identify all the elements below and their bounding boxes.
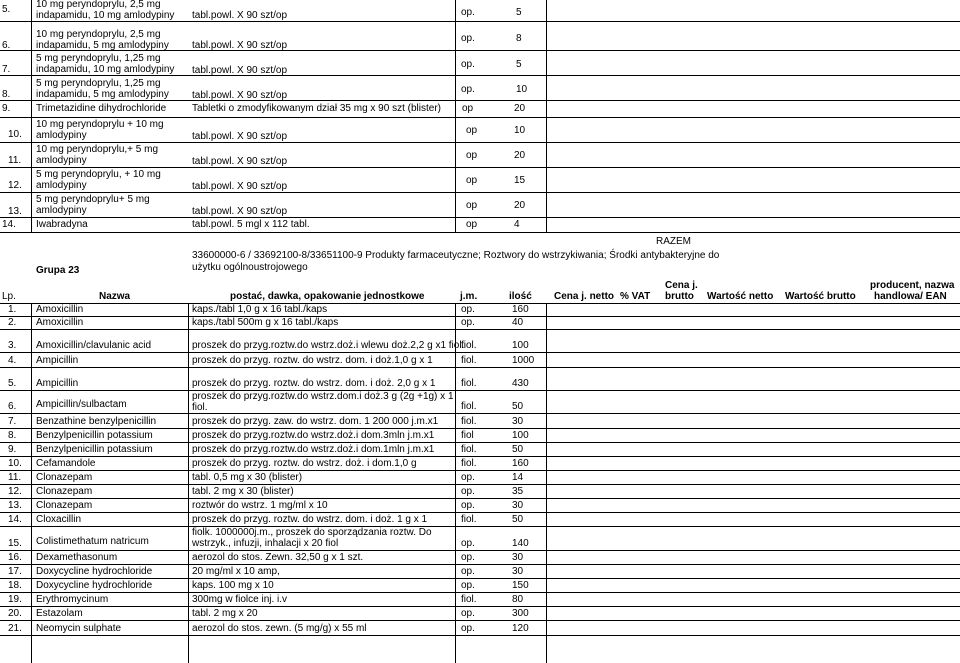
- item-name: Doxycycline hydrochloride: [36, 580, 153, 591]
- row-number: 16.: [8, 552, 22, 563]
- item-name: 10 mg peryndoprylu + 10 mg: [36, 119, 164, 130]
- row-number: 4.: [8, 355, 17, 366]
- item-name: Benzathine benzylpenicillin: [36, 416, 157, 427]
- item-form: tabl.powl. X 90 szt/op: [192, 156, 288, 167]
- table-row: [0, 527, 960, 551]
- item-qty: 4: [514, 219, 520, 230]
- row-number: 7.: [2, 64, 11, 75]
- table-row: [0, 143, 960, 168]
- row-number: 3.: [8, 340, 17, 351]
- item-name-line2: indapamidu, 5 mg amlodypiny: [36, 40, 169, 51]
- header-producent: producent, nazwa: [870, 280, 955, 291]
- item-qty: 40: [512, 317, 524, 328]
- row-number: 9.: [2, 103, 11, 114]
- item-name: Dexamethasonum: [36, 552, 118, 563]
- row-number: 10.: [8, 458, 22, 469]
- item-qty: 50: [512, 514, 524, 525]
- row-number: 7.: [8, 416, 17, 427]
- item-form: tabl. 2 mg x 30 (blister): [192, 486, 294, 497]
- item-name: Iwabradyna: [36, 219, 88, 230]
- header-nazwa: Nazwa: [99, 291, 131, 302]
- item-name: Ampicillin: [36, 378, 79, 389]
- table-row: [0, 485, 960, 499]
- item-unit: fiol.: [461, 416, 477, 427]
- item-unit: op.: [461, 486, 475, 497]
- item-unit: op: [466, 150, 478, 161]
- table-row: [0, 26, 960, 51]
- item-qty: 430: [512, 378, 529, 389]
- item-form: proszek do przyg. roztw. do wstrz. dom. i doż. 2,0 g x 1: [192, 378, 436, 389]
- item-name: Trimetazidine dihydrochloride: [36, 103, 167, 114]
- row-number: 18.: [8, 580, 22, 591]
- item-form: tabl.powl. X 90 szt/op: [192, 90, 288, 101]
- table-header: [0, 276, 960, 304]
- item-unit: op.: [461, 33, 475, 44]
- item-name: Clonazepam: [36, 500, 93, 511]
- header-cena-brutto: Cena j.: [665, 280, 698, 291]
- razem-label: RAZEM: [656, 236, 691, 247]
- row-number: 1.: [8, 304, 17, 315]
- item-unit: fiol.: [461, 378, 477, 389]
- table-row: [0, 607, 960, 621]
- item-form: aerozol do stos. zewn. (5 mg/g) x 55 ml: [192, 623, 367, 634]
- item-qty: 30: [512, 552, 524, 563]
- row-number: 11.: [8, 155, 22, 166]
- row-number: 2.: [8, 317, 17, 328]
- item-unit: op.: [461, 538, 475, 549]
- item-form: 300mg w fiolce inj. i.v: [192, 594, 288, 605]
- item-qty: 1000: [512, 355, 535, 366]
- item-name: Cloxacillin: [36, 514, 82, 525]
- item-form: fiolk. 1000000j.m., proszek do sporządzania roztw. Do: [192, 527, 432, 538]
- item-form: proszek do przyg.roztw.do wstrz.doż.i dom.1mln j.m.x1: [192, 444, 435, 455]
- item-qty: 10: [516, 84, 528, 95]
- item-name-line2: amlodypiny: [36, 205, 87, 216]
- item-name-line2: amlodypiny: [36, 155, 87, 166]
- item-unit: fiol.: [461, 340, 477, 351]
- item-unit: fiol.: [461, 355, 477, 366]
- item-qty: 5: [516, 7, 522, 18]
- item-name: 5 mg peryndoprylu, + 10 mg: [36, 169, 161, 180]
- item-unit: op.: [461, 304, 475, 315]
- item-unit: op.: [461, 580, 475, 591]
- row-number: 12.: [8, 486, 22, 497]
- row-number: 12.: [8, 180, 22, 191]
- item-qty: 80: [512, 594, 524, 605]
- row-number: 8.: [8, 430, 17, 441]
- item-form: proszek do przyg. roztw. do wstrz. doż. i dom.1,0 g: [192, 458, 417, 469]
- item-name: Estazolam: [36, 608, 83, 619]
- table-row: [0, 118, 960, 143]
- table-row: [0, 218, 960, 233]
- item-qty: 150: [512, 580, 529, 591]
- item-unit: fiol.: [461, 458, 477, 469]
- item-form: proszek do przyg.roztw.do wstrz.dom.i doż.3 g (2g +1g) x 1: [192, 391, 454, 402]
- table-row: [0, 429, 960, 443]
- row-number: 5.: [8, 378, 17, 389]
- row-number: 14.: [2, 219, 16, 230]
- item-qty: 20: [514, 200, 526, 211]
- item-qty: 50: [512, 401, 524, 412]
- item-qty: 10: [514, 125, 526, 136]
- row-number: 19.: [8, 594, 22, 605]
- item-qty: 20: [514, 150, 526, 161]
- item-form: aerozol do stos. Zewn. 32,50 g x 1 szt.: [192, 552, 364, 563]
- header-producent-line2: handlowa/ EAN: [874, 291, 947, 302]
- item-name: Doxycycline hydrochloride: [36, 566, 153, 577]
- cpv-description-line2: użytku ogólnoustrojowego: [192, 262, 308, 273]
- row-number: 15.: [8, 538, 22, 549]
- item-unit: op.: [461, 566, 475, 577]
- item-unit: op.: [461, 623, 475, 634]
- table-row: [0, 0, 960, 22]
- item-unit: fiol: [461, 430, 474, 441]
- header-vat: % VAT: [620, 291, 651, 302]
- item-qty: 30: [512, 500, 524, 511]
- item-unit: op: [462, 103, 474, 114]
- header-jm: j.m.: [460, 291, 478, 302]
- item-unit: op: [466, 175, 478, 186]
- item-qty: 30: [512, 416, 524, 427]
- table-row: [0, 317, 960, 330]
- item-name: 5 mg peryndoprylu, 1,25 mg: [36, 53, 161, 64]
- item-name-line2: amlodypiny: [36, 130, 87, 141]
- table-row: [0, 457, 960, 471]
- item-qty: 160: [512, 458, 529, 469]
- table-row: [0, 168, 960, 193]
- row-number: 11.: [8, 472, 22, 483]
- item-unit: op.: [461, 472, 475, 483]
- item-qty: 30: [512, 566, 524, 577]
- table-row: [0, 51, 960, 76]
- item-qty: 5: [516, 59, 522, 70]
- table-row: [0, 368, 960, 391]
- item-unit: op.: [461, 84, 475, 95]
- table-row: [0, 593, 960, 607]
- item-form: kaps. 100 mg x 10: [192, 580, 274, 591]
- item-form: proszek do przyg. roztw. do wstrz. dom. i doż.1,0 g x 1: [192, 355, 433, 366]
- item-name: Clonazepam: [36, 472, 93, 483]
- table-row: [0, 330, 960, 353]
- table-row: [0, 565, 960, 579]
- table-row: [0, 76, 960, 101]
- item-name: 5 mg peryndoprylu, 1,25 mg: [36, 78, 161, 89]
- item-qty: 15: [514, 175, 526, 186]
- item-form: tabl.powl. X 90 szt/op: [192, 131, 288, 142]
- header-wartosc-netto: Wartość netto: [707, 291, 774, 302]
- item-qty: 50: [512, 444, 524, 455]
- item-unit: op: [466, 125, 478, 136]
- item-qty: 160: [512, 304, 529, 315]
- item-form: proszek do przyg. roztw. do wstrz. dom. i doż. 1 g x 1: [192, 514, 428, 525]
- row-number: 8.: [2, 89, 11, 100]
- item-qty: 140: [512, 538, 529, 549]
- item-name: 10 mg peryndoprylu,+ 5 mg: [36, 144, 159, 155]
- item-unit: op: [466, 200, 478, 211]
- item-qty: 20: [514, 103, 526, 114]
- table-row: [0, 499, 960, 513]
- item-name: Amoxicillin: [36, 317, 84, 328]
- table-row: [0, 513, 960, 527]
- row-number: 21.: [8, 623, 22, 634]
- item-form: Tabletki o zmodyfikowanym dział 35 mg x 90 szt (blister): [192, 103, 441, 114]
- item-form: kaps./tabl 1,0 g x 16 tabl./kaps: [192, 304, 328, 315]
- row-number: 6.: [2, 40, 11, 51]
- item-qty: 100: [512, 340, 529, 351]
- item-name: Benzylpenicillin potassium: [36, 444, 153, 455]
- table-row: [0, 621, 960, 636]
- item-unit: op.: [461, 500, 475, 511]
- table-row: [0, 471, 960, 485]
- row-number: 20.: [8, 608, 22, 619]
- item-name: Ampicillin: [36, 355, 79, 366]
- item-name: Cefamandole: [36, 458, 96, 469]
- item-name: Colistimethatum natricum: [36, 536, 149, 547]
- table-row: [0, 101, 960, 118]
- item-form-line2: wstrzyk., infuzji, inhalacji x 20 fiol: [192, 538, 339, 549]
- row-number: 13.: [8, 500, 22, 511]
- row-number: 6.: [8, 401, 17, 412]
- item-name: Neomycin sulphate: [36, 623, 122, 634]
- item-form: tabl. 0,5 mg x 30 (blister): [192, 472, 303, 483]
- item-unit: op.: [461, 7, 475, 18]
- row-number: 14.: [8, 514, 22, 525]
- item-name: 5 mg peryndoprylu+ 5 mg: [36, 194, 150, 205]
- item-form-line2: fiol.: [192, 402, 208, 413]
- item-name: Erythromycinum: [36, 594, 109, 605]
- row-number: 17.: [8, 566, 22, 577]
- item-form: tabl.powl. X 90 szt/op: [192, 65, 288, 76]
- item-name-line2: indapamidu, 10 mg amlodypiny: [36, 64, 175, 75]
- item-qty: 35: [512, 486, 524, 497]
- item-name: Amoxicillin: [36, 304, 84, 315]
- table-row: [0, 414, 960, 429]
- item-name: Benzylpenicillin potassium: [36, 430, 153, 441]
- item-unit: fiol.: [461, 514, 477, 525]
- item-form: tabl.powl. 5 mgl x 112 tabl.: [192, 219, 310, 230]
- item-unit: fiol.: [461, 444, 477, 455]
- item-form: tabl.powl. X 90 szt/op: [192, 10, 288, 21]
- item-qty: 14: [512, 472, 524, 483]
- header-lp: Lp.: [2, 291, 16, 302]
- item-name-line2: indapamidu, 10 mg amlodypiny: [36, 10, 175, 21]
- item-name: Ampicillin/sulbactam: [36, 399, 127, 410]
- item-qty: 120: [512, 623, 529, 634]
- row-number: 9.: [8, 444, 17, 455]
- header-ilosc: ilość: [509, 291, 532, 302]
- cpv-description: 33600000-6 / 33692100-8/33651100-9 Produkty farmaceutyczne; Roztwory do wstrzykiwania; Środki antybakteryjne do: [192, 250, 720, 261]
- item-name: 10 mg peryndoprylu, 2,5 mg: [36, 29, 161, 40]
- table-row: [0, 353, 960, 368]
- item-form: tabl.powl. X 90 szt/op: [192, 181, 288, 192]
- table-row: [0, 551, 960, 565]
- table-row: [0, 443, 960, 457]
- item-qty: 300: [512, 608, 529, 619]
- item-unit: op: [466, 219, 478, 230]
- item-form: proszek do przyg.roztw.do wstrz.doż.i wlewu doż.2,2 g x1 fiol.: [192, 340, 465, 351]
- item-form: proszek do przyg.roztw.do wstrz.doż.i dom.3mln j.m.x1: [192, 430, 435, 441]
- item-unit: op.: [461, 317, 475, 328]
- row-number: 10.: [8, 129, 22, 140]
- header-postac: postać, dawka, opakowanie jednostkowe: [230, 291, 425, 302]
- item-qty: 100: [512, 430, 529, 441]
- table-row: [0, 304, 960, 317]
- table-row: [0, 391, 960, 414]
- item-name-line2: indapamidu, 5 mg amlodypiny: [36, 89, 169, 100]
- item-form: tabl. 2 mg x 20: [192, 608, 258, 619]
- item-unit: op.: [461, 608, 475, 619]
- item-name: 10 mg peryndoprylu, 2,5 mg: [36, 0, 161, 10]
- item-form: roztwór do wstrz. 1 mg/ml x 10: [192, 500, 328, 511]
- header-cena-brutto-line2: brutto: [665, 291, 694, 302]
- group-title: Grupa 23: [36, 265, 80, 276]
- row-number: 5.: [2, 4, 11, 15]
- item-form: kaps./tabl 500m g x 16 tabl./kaps: [192, 317, 339, 328]
- item-unit: fiol.: [461, 401, 477, 412]
- item-form: 20 mg/ml x 10 amp,: [192, 566, 280, 577]
- header-cena-netto: Cena j. netto: [554, 291, 615, 302]
- item-name-line2: amlodypiny: [36, 180, 87, 191]
- item-unit: op.: [461, 59, 475, 70]
- row-number: 13.: [8, 206, 22, 217]
- item-name: Clonazepam: [36, 486, 93, 497]
- header-wartosc-brutto: Wartość brutto: [785, 291, 856, 302]
- item-form: tabl.powl. X 90 szt/op: [192, 40, 288, 51]
- item-form: tabl.powl. X 90 szt/op: [192, 206, 288, 217]
- table-row: [0, 193, 960, 218]
- item-unit: fiol.: [461, 594, 477, 605]
- item-form: proszek do przyg. zaw. do wstrz. dom. 1 200 000 j.m.x1: [192, 416, 439, 427]
- item-name: Amoxicillin/clavulanic acid: [36, 340, 152, 351]
- table-row: [0, 579, 960, 593]
- item-qty: 8: [516, 33, 522, 44]
- item-unit: op.: [461, 552, 475, 563]
